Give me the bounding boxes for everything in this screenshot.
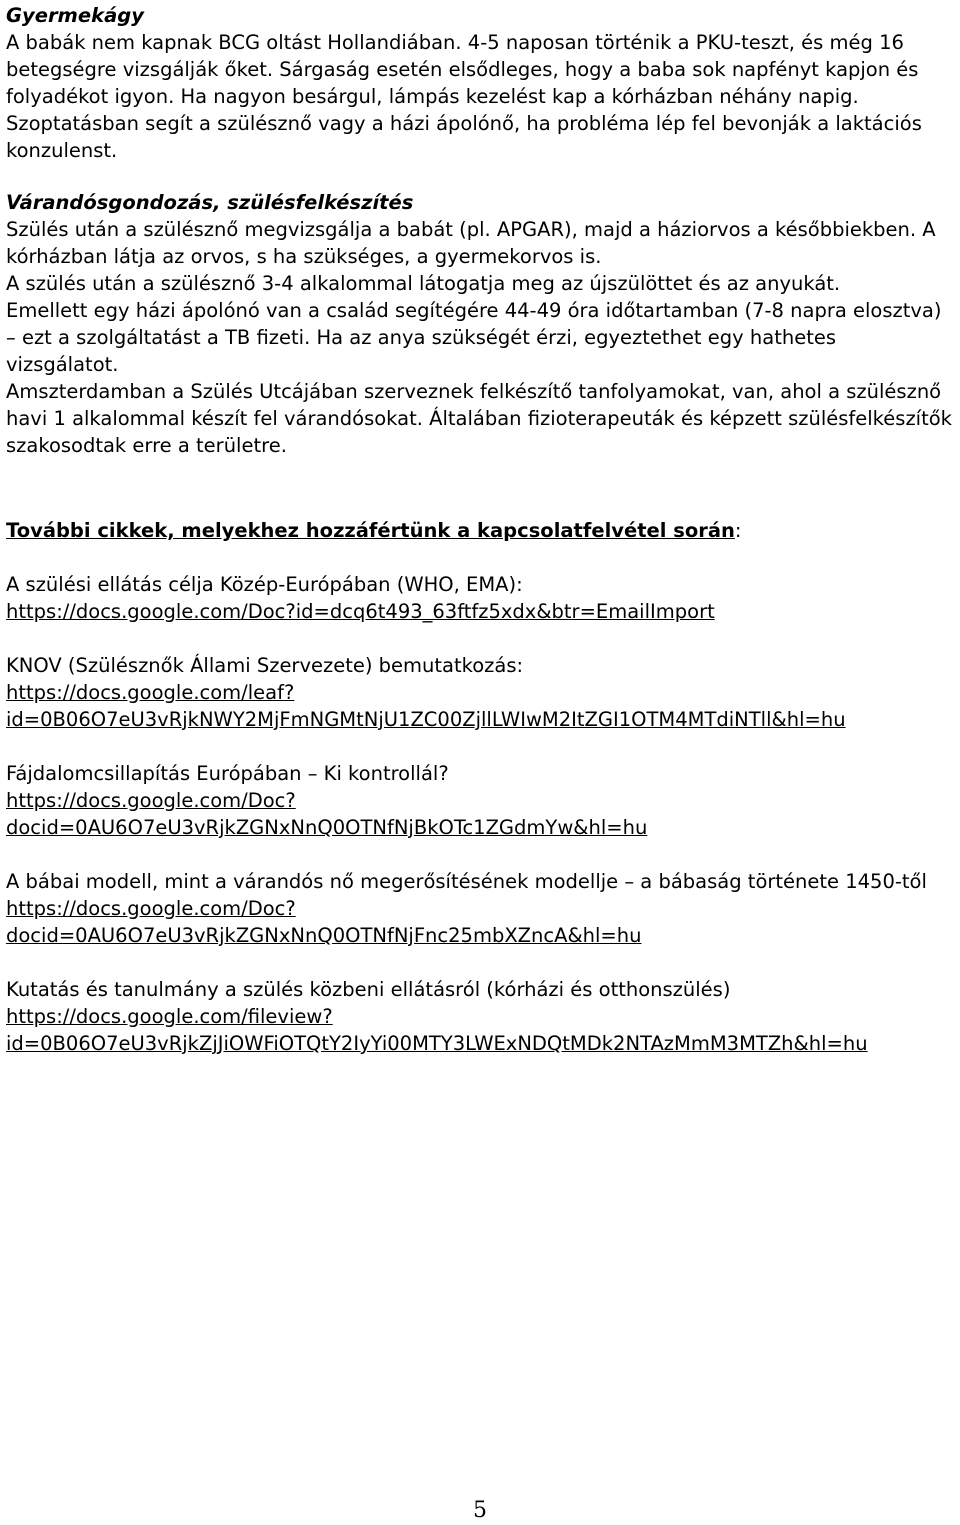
paragraph: Amszterdamban a Szülés Utcájában szerveznek felkészítő tanfolyamokat, van, ahol a szülésznő havi 1 alkalommal készít fel várandósokat. Általában fizioterapeuták és képzett szülésfelkészítők szakosodtak erre a területre. (6, 380, 952, 457)
article-link-continued[interactable]: docid=0AU6O7eU3vRjkZGNxNnQ0OTNfNjBkOTc1ZGdmYw&hl=hu (6, 816, 648, 839)
section-heading: Gyermekágy (6, 4, 144, 27)
paragraph: Emellett egy házi ápolónó van a család segítégére 44-49 óra időtartamban (7-8 napra elosztva) – ezt a szolgáltatást a TB fizeti. Ha az anya szükségét érzi, egyeztethet egy hathetes vizsgálatot. (6, 299, 942, 376)
article-item (6, 976, 952, 1057)
paragraph: A szülés után a szülésznő 3-4 alkalommal látogatja meg az újszülöttet és az anyukát. (6, 272, 841, 295)
article-title: A bábai modell, mint a várandós nő megerősítésének modellje – a bábaság története 1450-től (6, 870, 927, 893)
articles-heading-colon: : (734, 519, 742, 542)
section-articles (6, 517, 952, 1057)
page-number: 5 (473, 1498, 487, 1523)
article-link-continued[interactable]: docid=0AU6O7eU3vRjkZGNxNnQ0OTNfNjFnc25mbXZncA&hl=hu (6, 924, 642, 947)
article-link[interactable]: https://docs.google.com/Doc?id=dcq6t493_63ftfz5xdx&btr=EmailImport (6, 600, 715, 623)
article-title: Kutatás és tanulmány a szülés közbeni ellátásról (kórházi és otthonszülés) (6, 978, 731, 1001)
article-link[interactable]: https://docs.google.com/Doc? (6, 789, 296, 812)
article-item (6, 760, 952, 841)
article-item (6, 571, 952, 625)
section-varandosgondozas (6, 189, 952, 459)
articles-heading-text: További cikkek, melyekhez hozzáfértünk a kapcsolatfelvétel során (6, 519, 735, 542)
article-item (6, 652, 952, 733)
section-body: A babák nem kapnak BCG oltást Hollandiában. 4-5 naposan történik a PKU-teszt, és még 16 betegségre vizsgálják őket. Sárgaság esetén elsődleges, hogy a baba sok napfényt kapjon és folyadékot igyon. Ha nagyon besárgul, lámpás kezelést kap a kórházban néhány napig. Szoptatásban segít a szülésznő vagy a házi ápolónő, ha probléma lép fel bevonják a laktációs konzulenst. (6, 31, 922, 162)
articles-heading (6, 517, 952, 544)
article-link-continued[interactable]: id=0B06O7eU3vRjkZjJiOWFiOTQtY2IyYi00MTY3LWExNDQtMDk2NTAzMmM3MTZh&hl=hu (6, 1032, 868, 1055)
article-title: KNOV (Szülésznők Állami Szervezete) bemutatkozás: (6, 654, 524, 677)
article-link[interactable]: https://docs.google.com/leaf? (6, 681, 295, 704)
article-title: Fájdalomcsillapítás Európában – Ki kontrollál? (6, 762, 449, 785)
article-item (6, 868, 952, 949)
section-heading: Várandósgondozás, szülésfelkészítés (6, 191, 414, 214)
article-link[interactable]: https://docs.google.com/Doc? (6, 897, 296, 920)
paragraph: Szülés után a szülésznő megvizsgálja a babát (pl. APGAR), majd a háziorvos a későbbiekben. A kórházban látja az orvos, s ha szükséges, a gyermekorvos is. (6, 218, 936, 268)
section-gyermekagy (6, 2, 952, 164)
article-link[interactable]: https://docs.google.com/fileview? (6, 1005, 333, 1028)
article-link-continued[interactable]: id=0B06O7eU3vRjkNWY2MjFmNGMtNjU1ZC00ZjllLWIwM2ItZGI1OTM4MTdiNTll&hl=hu (6, 708, 846, 731)
article-title: A szülési ellátás célja Közép-Európában (WHO, EMA): (6, 573, 523, 596)
